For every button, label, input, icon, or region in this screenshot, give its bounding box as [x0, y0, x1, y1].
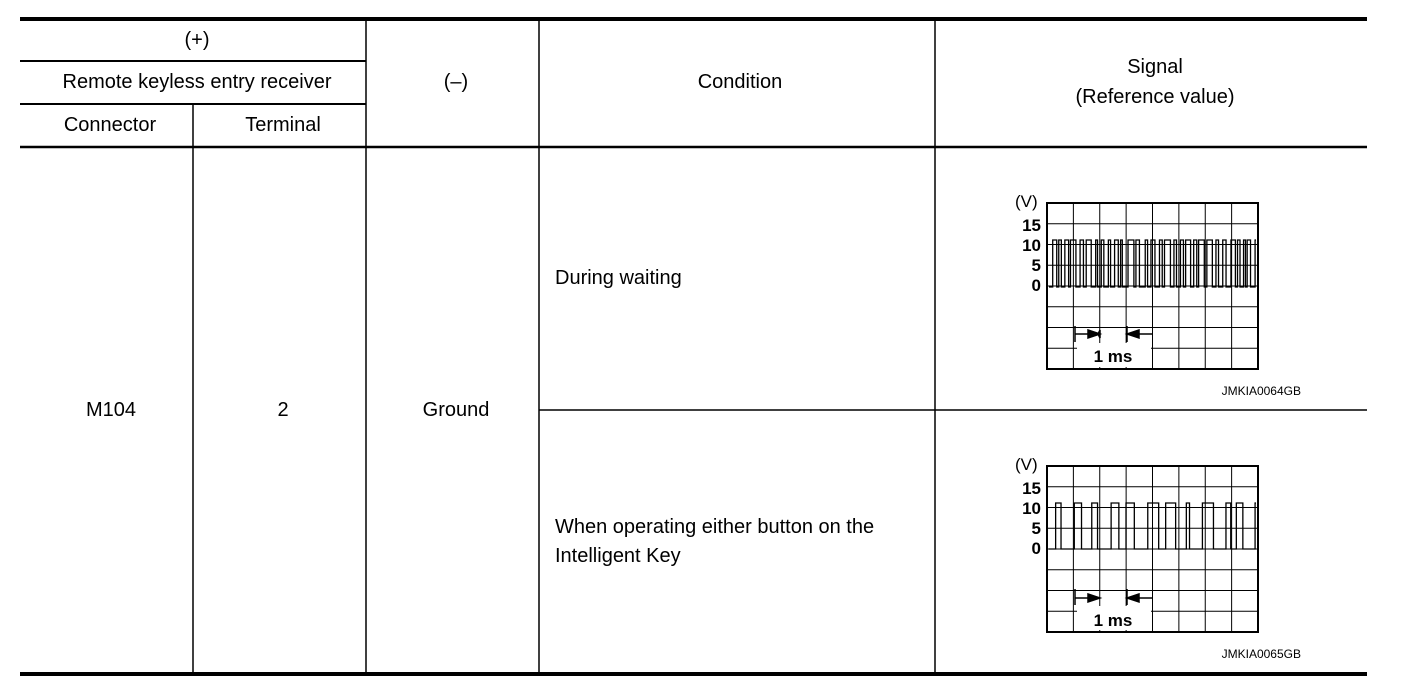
figure-code: JMKIA0065GB [1221, 647, 1301, 661]
scope-time-label: 1 ms [1093, 611, 1133, 630]
connector-value: M104 [85, 399, 137, 421]
header-terminal: Terminal [245, 114, 321, 136]
scope-tick-15: 15 [1022, 216, 1041, 235]
header-receiver: Remote keyless entry receiver [62, 71, 332, 93]
header-minus: (–) [443, 71, 469, 93]
table-lines [20, 19, 1367, 674]
header-condition: Condition [697, 71, 783, 93]
header-plus: (+) [184, 29, 210, 51]
time-scale-arrow [1075, 589, 1153, 605]
time-scale-arrow [1075, 326, 1153, 342]
scope-unit: (V) [1015, 455, 1038, 474]
scope-tick-0: 0 [1031, 276, 1041, 295]
scope-tick-10: 10 [1022, 499, 1041, 518]
header-signal: Signal [1127, 56, 1183, 78]
condition-waiting: During waiting [555, 267, 682, 289]
terminal-value: 2 [277, 399, 289, 421]
scope-tick-0: 0 [1031, 539, 1041, 558]
scope-waiting [1015, 192, 1301, 398]
scope-tick-5: 5 [1031, 256, 1041, 275]
ground-value: Ground [422, 399, 490, 421]
scope-unit: (V) [1015, 192, 1038, 211]
scope-tick-15: 15 [1022, 479, 1041, 498]
scope-tick-10: 10 [1022, 236, 1041, 255]
condition-operating-line1: When operating either button on the [555, 516, 875, 538]
scope-tick-5: 5 [1031, 519, 1041, 538]
header-reference-value: (Reference value) [1075, 86, 1235, 108]
condition-operating-line2: Intelligent Key [555, 545, 681, 567]
header-connector: Connector [63, 114, 157, 136]
scope-time-label: 1 ms [1093, 347, 1133, 366]
scope-operating [1015, 455, 1301, 661]
figure-code: JMKIA0064GB [1221, 384, 1301, 398]
